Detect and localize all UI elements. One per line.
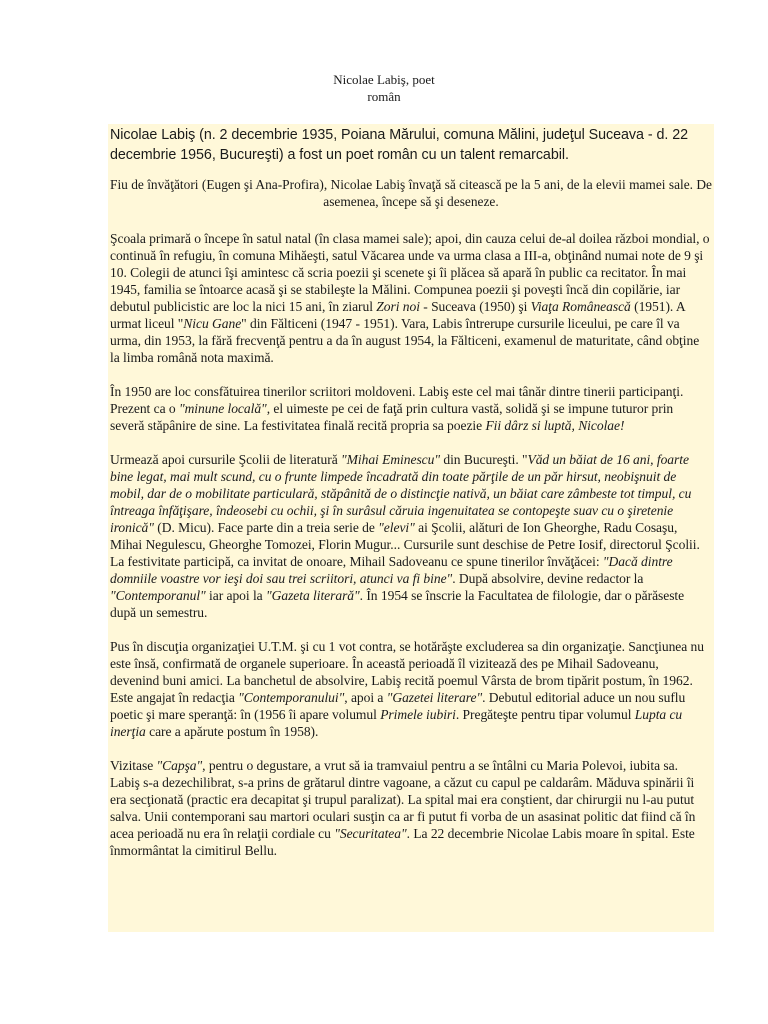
text-run: Pus în discuţia organizaţiei U.T.M. şi cu 1 vot contra, se hotărăşte excluderea sa din organizaţie. Sancţiunea nu este însă, confirmată de organele superioare. În această perioadă îl vizitează des pe Mihail Sadoveanu, devenind buni amici. La banchetul de absolvire, Labiş recită poemul Vârsta de brom tipărit postum, în 1962. Este angajat în redacţia [110, 639, 704, 705]
italic-run: "minune locală" [178, 401, 267, 416]
text-run: . Debutul editorial aduce un nou suflu poetic şi mare speranţă: în (1956 îi apare volumul [110, 690, 686, 722]
title-line-1: Nicolae Labiş, poet [333, 72, 435, 87]
text-run: . Pregăteşte pentru tipar volumul [455, 707, 635, 722]
italic-run: "Gazetei literare" [386, 690, 483, 705]
text-run: Urmează apoi cursurile Şcolii de literatură [110, 452, 342, 467]
paragraph-utm [108, 638, 714, 740]
italic-run: "Contemporanul" [110, 588, 206, 603]
document-title [0, 71, 768, 105]
text-run: . În 1954 se înscrie la Facultatea de filologie, dar o părăseste după un semestru. [110, 588, 685, 620]
text-run: , el uimeste pe cei de faţă prin cultura vastă, solidă şi se impune tuturor prin severă stăpânire de sine. La festivitatea finală recită propria sa poezie [110, 401, 674, 433]
italic-run: Fii dârz si luptă, Nicolae! [485, 418, 625, 433]
paragraph-death [108, 757, 714, 859]
paragraph-literature-school [108, 451, 714, 621]
text-run: - Suceava (1950) şi [419, 299, 531, 314]
italic-run: "Mihai Eminescu" [341, 452, 441, 467]
italic-run: "Gazeta literară" [265, 588, 360, 603]
paragraph-school [108, 230, 714, 366]
article-body [108, 124, 714, 932]
text-run: (1951). A urmat liceul " [110, 299, 685, 331]
text-run: . După absolvire, devine redactor la [452, 571, 644, 586]
text-run: iar apoi la [205, 588, 266, 603]
italic-run: Văd un băiat de 16 ani, foarte bine legat, mai mult scund, cu o frunte limpede încadrată din toate părţile de un păr hirsut, neobişnuit de mobil, dar de o mobilitate particulară, stăpânită de o distincţie nativă, un băiat care zâmbeste tot timpul, cu întreaga înfăţişare, îndeosebi cu ochii, şi în surâsul căruia ingenuitatea se contopeşte suav cu o şiretenie ironică" [110, 452, 692, 535]
text-run: Vizitase [110, 758, 157, 773]
text-run: În 1950 are loc consfătuirea tinerilor scriitori moldoveni. Labiş este cel mai tânăr dintre tinerii participanţi. Prezent ca o [110, 384, 684, 416]
italic-run: "Dacă dintre domniile voastre vor ieşi doi sau trei scriitori, atunci va fi bine" [110, 554, 673, 586]
paragraph-conference [108, 383, 714, 434]
italic-run: "Capşa" [156, 758, 203, 773]
text-run: , pentru o degustare, a vrut să ia tramvaiul pentru a se întâlni cu Maria Polevoi, iubita sa. Labiş s-a dezechilibrat, s-a prins de grătarul dintre vagoane, a căzut cu capul pe caldarâm. Măduva spinării îi era secţionată (practic era decapitat şi trupul paralizat). La spital mai era conştient, dar chirurgii nu l-au putut salva. Unii contemporani sau martori oculari susţin ca ar fi putut fi vorba de un asasinat politic dat fiind că în acea perioadă nu era în relaţii cordiale cu [110, 758, 696, 841]
italic-run: "Contemporanului" [238, 690, 345, 705]
italic-run: Primele iubiri [380, 707, 456, 722]
italic-run: "elevi" [378, 520, 415, 535]
text-run: ai Şcolii, alături de Ion Gheorghe, Radu Cosaşu, Mihai Negulescu, Gheorghe Tomozei, Florin Mugur... Cursurile sunt deschise de Petre Iosif, directorul Şcolii. La festivitate participă, ca invitat de onoare, Mihail Sadoveanu ce spune tinerilor învăţăcei: [110, 520, 700, 569]
text-run: care a apărute postum în 1958). [145, 724, 319, 739]
intro-paragraph: Fiu de învăţători (Eugen şi Ana-Profira), Nicolae Labiş învaţă să citească pe la 5 ani, de la elevii mamei sale. De asemenea, începe să şi deseneze. [110, 177, 712, 209]
text-run: Şcoala primară o începe în satul natal (în clasa mamei sale); apoi, din cauza celui de-al doilea război mondial, o continuă în refugiu, în comuna Mihăeşti, satul Văcarea unde va urma clasa a III-a, obţinând numai note de 9 şi 10. Colegii de atunci îşi amintesc că scria poezii şi scenete şi îi plăcea să apară în public ca recitator. În mai 1945, familia se întoarce acasă şi se stabileşte la Mălini. Compunea poezii şi poveşti încă din copilărie, iar debutul publicistic are loc la nici 15 ani, în ziarul [110, 231, 710, 314]
lead-paragraph: Nicolae Labiş (n. 2 decembrie 1935, Poiana Mărului, comuna Mălini, judeţul Suceava - d. 22 decembrie 1956, Bucureşti) a fost un poet român cu un talent remarcabil. [110, 127, 689, 163]
title-line-2: român [367, 89, 401, 104]
text-run: (D. Micu). Face parte din a treia serie de [153, 520, 379, 535]
text-run: " din Fălticeni (1947 - 1951). Vara, Labis întrerupe cursurile liceului, pe care îl va urma, din 1953, la fără frecvenţă pentru a da în august 1954, la Fălticeni, examenul de maturitate, când obţine la limba română nota maximă. [110, 316, 700, 365]
italic-run: Lupta cu inerţia [110, 707, 683, 739]
italic-run: Zori noi [376, 299, 420, 314]
italic-run: Viaţa Românească [530, 299, 631, 314]
italic-run: "Securitatea" [334, 826, 407, 841]
text-run: , apoi a [344, 690, 387, 705]
text-run: . La 22 decembrie Nicolae Labis moare în spital. Este înmormântat la cimitirul Bellu. [110, 826, 695, 858]
italic-run: Nicu Gane [183, 316, 242, 331]
text-run: din Bucureşti. " [440, 452, 528, 467]
